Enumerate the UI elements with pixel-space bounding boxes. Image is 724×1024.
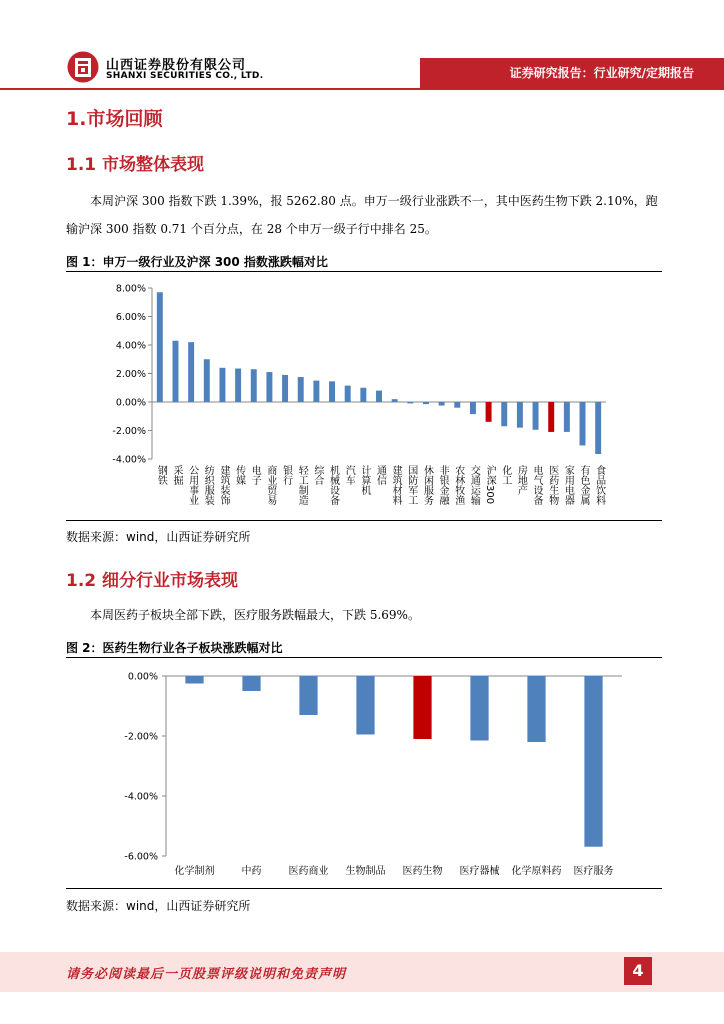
- section-title: 1.市场回顾: [66, 108, 163, 130]
- figure2-y-tick-label: -6.00%: [124, 851, 158, 863]
- figure2-bar: [527, 676, 545, 742]
- figure2-title: 图 2：医药生物行业各子板块涨跌幅对比: [66, 641, 283, 655]
- figure1-top-rule: [66, 271, 662, 272]
- figure1-bar: [548, 402, 554, 432]
- figure1-bar: [564, 402, 570, 432]
- company-name-cn: 山西证券股份有限公司: [106, 58, 247, 73]
- page-header: [0, 0, 724, 100]
- figure1-bottom-rule: [66, 520, 662, 521]
- figure1-y-tick-label: -2.00%: [112, 426, 146, 437]
- figure1-x-label: 银行: [280, 465, 292, 485]
- report-type: 证券研究报告：行业研究/定期报告: [509, 66, 694, 80]
- figure2-x-label: 生物制品: [345, 866, 386, 877]
- figure1-y-tick-label: 8.00%: [115, 283, 146, 295]
- figure1-bar: [501, 402, 507, 426]
- figure2-x-label: 医疗服务: [573, 866, 614, 877]
- figure1-y-tick-label: 4.00%: [115, 340, 146, 352]
- figure1-bar: [407, 402, 413, 403]
- figure1-bar: [470, 402, 476, 414]
- figure2-bar: [185, 676, 203, 684]
- figure2-chart: [66, 660, 662, 886]
- figure2-bar: [299, 676, 317, 715]
- figure1-bar: [329, 381, 335, 402]
- figure1-x-label: 有色金属: [578, 465, 590, 505]
- subsection-title-market: 1.1 市场整体表现: [66, 155, 205, 175]
- figure1-bar: [595, 402, 601, 454]
- figure2-x-label: 医药生物: [402, 866, 443, 877]
- figure1-bar: [219, 368, 225, 402]
- figure1-x-label: 钢铁: [155, 465, 167, 485]
- figure1-x-label: 非银金融: [437, 465, 449, 505]
- figure2-source: 数据来源：wind，山西证券研究所: [66, 899, 251, 913]
- figure1-x-label: 汽车: [343, 465, 355, 485]
- figure1-bar: [345, 386, 351, 402]
- figure1-x-label: 休闲服务: [421, 465, 433, 505]
- figure1-bar: [360, 388, 366, 402]
- figure1-bar: [392, 399, 398, 402]
- company-logo: [66, 50, 100, 88]
- figure1-x-label: 房地产: [515, 465, 527, 495]
- figure1-bar: [533, 402, 539, 430]
- figure1-bar: [580, 402, 586, 445]
- figure1-x-label: 综合: [311, 465, 323, 485]
- figure1-bar: [517, 402, 523, 428]
- figure1-y-tick-label: 0.00%: [115, 397, 146, 409]
- figure1-bar: [376, 391, 382, 402]
- figure1-x-label: 商业贸易: [264, 465, 276, 505]
- figure1-bar: [235, 369, 241, 402]
- figure1-chart: [66, 273, 662, 519]
- subsection-title-subindustry: 1.2 细分行业市场表现: [66, 571, 239, 591]
- figure1-bar: [486, 402, 492, 422]
- figure2-top-rule: [66, 657, 662, 658]
- figure1-x-label: 家用电器: [562, 465, 574, 505]
- figure1-bar: [439, 402, 445, 406]
- figure1-x-label: 计算机: [358, 465, 370, 495]
- subindustry-paragraph: 本周医药子板块全部下跌，医疗服务跌幅最大，下跌 5.69%。: [90, 608, 420, 622]
- company-name-en: SHANXI SECURITIES CO., LTD.: [106, 71, 264, 81]
- figure1-x-label: 采掘: [170, 465, 182, 485]
- figure2-x-label: 化学原料药: [511, 866, 562, 877]
- figure1-x-label: 交通运输: [468, 465, 480, 505]
- figure1-bar: [251, 369, 257, 402]
- disclaimer-note: 请务必阅读最后一页股票评级说明和免责声明: [66, 967, 347, 982]
- figure2-y-tick-label: 0.00%: [127, 671, 158, 683]
- figure1-x-label: 建筑装饰: [217, 465, 229, 505]
- figure2-bar: [413, 676, 431, 739]
- figure1-y-tick-label: -4.00%: [112, 454, 146, 466]
- figure1-x-label: 食品饮料: [593, 465, 605, 505]
- figure1-x-label: 沪深300: [484, 465, 496, 505]
- figure2-bar: [584, 676, 602, 847]
- figure1-bar: [423, 402, 429, 404]
- market-paragraph: 本周沪深 300 指数下跌 1.39%，报 5262.80 点。申万一级行业涨跌不一，其中医药生物下跌 2.10%，跑输沪深 300 指数 0.71 个百分点，在 28 个申万一级子行中排名 25。: [66, 194, 658, 236]
- figure1-x-label: 国防军工: [405, 465, 417, 505]
- figure1-y-tick-label: 6.00%: [115, 312, 146, 323]
- figure2-bar: [470, 676, 488, 741]
- figure1-x-label: 通信: [374, 465, 386, 485]
- figure1-x-label: 化工: [499, 465, 511, 485]
- figure1-bar: [313, 381, 319, 402]
- figure1-source: 数据来源：wind，山西证券研究所: [66, 530, 251, 544]
- figure1-title: 图 1：申万一级行业及沪深 300 指数涨跌幅对比: [66, 255, 328, 269]
- figure1-x-label: 电子: [249, 465, 261, 485]
- figure1-bar: [266, 372, 272, 402]
- figure2-x-label: 化学制剂: [174, 866, 215, 877]
- figure1-x-label: 农林牧渔: [452, 465, 464, 505]
- figure2-bar: [356, 676, 374, 735]
- figure1-x-label: 医药生物: [546, 465, 558, 505]
- figure2-x-label: 中药: [241, 866, 262, 877]
- logo-mark-icon: [66, 50, 100, 84]
- figure1-bar: [157, 292, 163, 402]
- figure1-x-label: 建筑材料: [390, 465, 402, 505]
- figure1-bar: [454, 402, 460, 408]
- figure1-x-label: 传媒: [233, 465, 245, 485]
- figure1-x-label: 机械设备: [327, 465, 339, 505]
- page-number: 4: [624, 957, 652, 985]
- figure1-x-label: 轻工制造: [296, 465, 308, 505]
- figure1-bar: [282, 375, 288, 402]
- figure2-bottom-rule: [66, 888, 662, 889]
- figure2-x-label: 医疗器械: [459, 866, 500, 877]
- figure2-y-tick-label: -4.00%: [124, 791, 158, 803]
- figure2-bar: [242, 676, 260, 691]
- figure1-x-label: 纺织服装: [202, 465, 214, 505]
- figure1-bar: [298, 377, 304, 402]
- figure2-x-label: 医药商业: [288, 866, 329, 877]
- figure1-bar: [188, 342, 194, 402]
- figure1-bar: [173, 341, 179, 402]
- figure2-y-tick-label: -2.00%: [124, 731, 158, 743]
- figure1-bar: [204, 359, 210, 402]
- header-divider: [0, 88, 724, 90]
- figure1-y-tick-label: 2.00%: [115, 369, 146, 380]
- figure1-x-label: 公用事业: [186, 465, 198, 505]
- figure1-x-label: 电气设备: [531, 465, 543, 505]
